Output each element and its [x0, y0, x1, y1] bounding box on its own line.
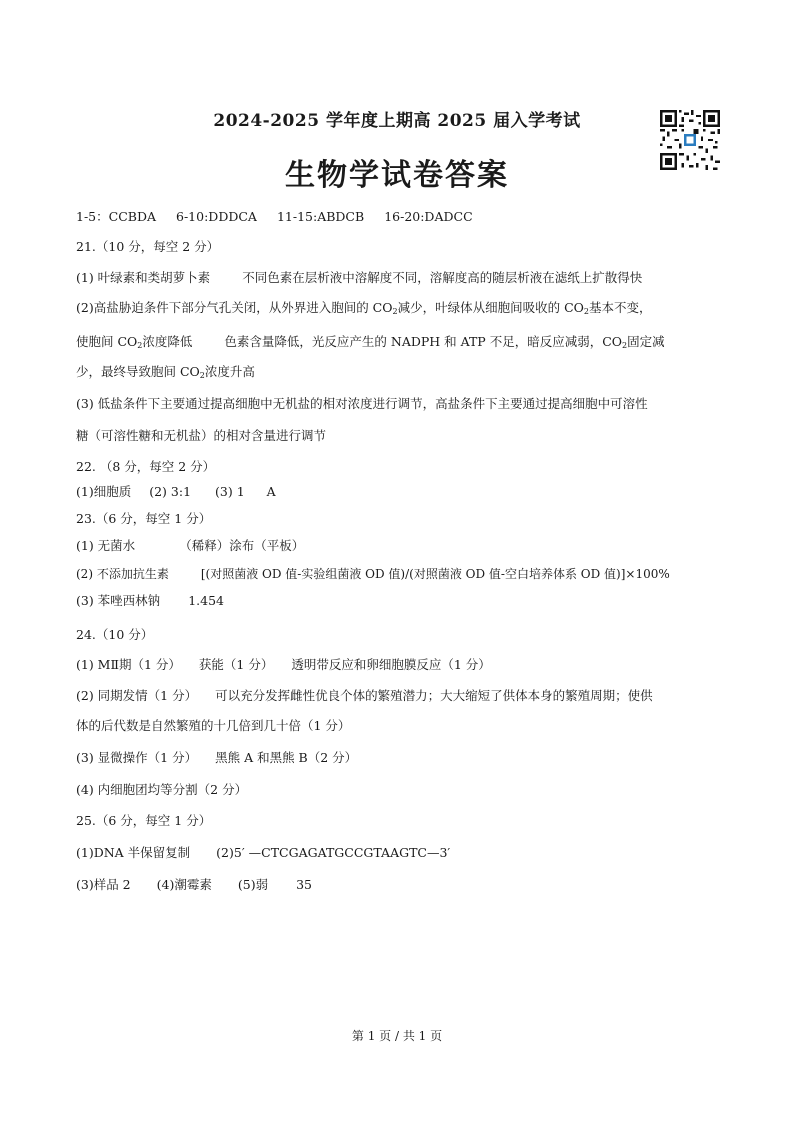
q25-answers-line1	[76, 845, 450, 861]
q21-answer-3-line2: 糖（可溶性糖和无机盐）的相对含量进行调节	[76, 428, 327, 443]
q21-answer-2-line3	[76, 364, 255, 384]
q25-a4: (4)潮霉素	[156, 877, 212, 892]
q24-answer-1	[76, 657, 491, 673]
q25-answers-line2	[76, 877, 312, 893]
q21-answer-2-line1	[76, 300, 652, 320]
q25-a2: (2)5′ —CTCGAGATGCCGTAAGTC—3′	[216, 845, 451, 860]
mcq-group-2: 6-10:DDDCA	[176, 209, 257, 224]
text-segment: 使胞间 CO	[76, 334, 138, 349]
q25-a1: (1)DNA 半保留复制	[76, 845, 191, 860]
text-segment: (2)高盐胁迫条件下部分气孔关闭，从外界进入胞间的 CO	[76, 300, 393, 315]
text-segment: 浓度降低	[142, 334, 193, 349]
q25-a5: (5)弱	[237, 877, 269, 892]
text-segment: 固定减	[627, 334, 665, 349]
q24-a3b: 黑熊 A 和黑熊 B（2 分）	[215, 750, 358, 765]
q21-heading: 21.（10 分，每空 2 分）	[76, 239, 220, 254]
mcq-group-3: 11-15:ABDCB	[276, 209, 365, 224]
q24-a2a: (2) 同期发情（1 分）	[76, 688, 198, 703]
q22-a2: (2) 3:1	[149, 484, 192, 499]
q21-answer-1	[76, 270, 642, 286]
q25-a3: (3)样品 2	[76, 877, 131, 892]
text-segment: 浓度升高	[204, 364, 255, 379]
subscript-2: 2	[622, 341, 628, 350]
mcq-answers	[76, 209, 473, 225]
q23-a2b: [(对照菌液 OD 值-实验组菌液 OD 值)/(对照菌液 OD 值-空白培养体系 OD 值)]×100%	[200, 567, 670, 581]
q24-answer-2-line2: 体的后代数是自然繁殖的十几倍到几十倍（1 分）	[76, 718, 351, 733]
subscript-2: 2	[583, 307, 589, 316]
q21-answer-2-line2	[76, 334, 665, 354]
q21-a1-part2: 不同色素在层析液中溶解度不同，溶解度高的随层析液在滤纸上扩散得快	[242, 270, 643, 285]
text-segment: 基本不变，	[588, 300, 652, 315]
q23-a1b: （稀释）涂布（平板）	[179, 538, 305, 553]
q24-a1a: (1) MⅡ期（1 分）	[76, 657, 181, 672]
q24-a1b: 获能（1 分）	[198, 657, 274, 672]
q23-a1a: (1) 无菌水	[76, 538, 136, 553]
q25-heading: 25.（6 分，每空 1 分）	[76, 813, 212, 828]
subscript-2: 2	[137, 341, 143, 350]
q24-answer-3	[76, 750, 357, 766]
q23-answer-3	[76, 593, 224, 609]
q22-answers	[76, 484, 276, 500]
text-segment: 少，最终导致胞间 CO	[76, 364, 200, 379]
q23-a3a: (3) 苯唑西林钠	[76, 593, 161, 608]
q23-a2a: (2) 不添加抗生素	[76, 567, 169, 581]
q24-a2b: 可以充分发挥雌性优良个体的繁殖潜力；大大缩短了供体本身的繁殖周期；使供	[215, 688, 653, 703]
exam-title: 2024-2025 学年度上期高 2025 届入学考试	[213, 111, 581, 131]
q22-a4: A	[266, 484, 276, 499]
mcq-group-1: 1-5：CCBDA	[76, 209, 156, 224]
q24-answer-4: (4) 内细胞团均等分割（2 分）	[76, 782, 248, 797]
q23-heading: 23.（6 分，每空 1 分）	[76, 511, 212, 526]
q23-answer-1	[76, 538, 304, 554]
page-footer: 第 1 页 / 共 1 页	[351, 1029, 443, 1043]
q24-a3a: (3) 显微操作（1 分）	[76, 750, 198, 765]
q21-a1-part1: (1) 叶绿素和类胡萝卜素	[76, 270, 211, 285]
q24-heading: 24.（10 分）	[76, 627, 154, 642]
q21-answer-3-line1: (3) 低盐条件下主要通过提高细胞中无机盐的相对浓度进行调节，高盐条件下主要通过提高细胞中可溶性	[76, 396, 648, 411]
mcq-group-4: 16-20:DADCC	[384, 209, 473, 224]
q24-a1c: 透明带反应和卵细胞膜反应（1 分）	[291, 657, 491, 672]
q22-heading: 22. （8 分，每空 2 分）	[76, 459, 216, 474]
q22-a1: (1)细胞质	[76, 484, 132, 499]
text-segment: 减少，叶绿体从细胞间吸收的 CO	[397, 300, 584, 315]
q22-a3: (3) 1	[215, 484, 245, 499]
text-segment: 色素含量降低，光反应产生的 NADPH 和 ATP 不足，暗反应减弱，CO	[224, 334, 623, 349]
q23-answer-2	[76, 566, 670, 582]
q24-answer-2-line1	[76, 688, 653, 704]
q23-a3b: 1.454	[188, 593, 224, 608]
q25-a6: 35	[296, 877, 312, 892]
subscript-2: 2	[199, 371, 205, 380]
subscript-2: 2	[392, 307, 398, 316]
paper-title: 生物学试卷答案	[285, 158, 509, 193]
